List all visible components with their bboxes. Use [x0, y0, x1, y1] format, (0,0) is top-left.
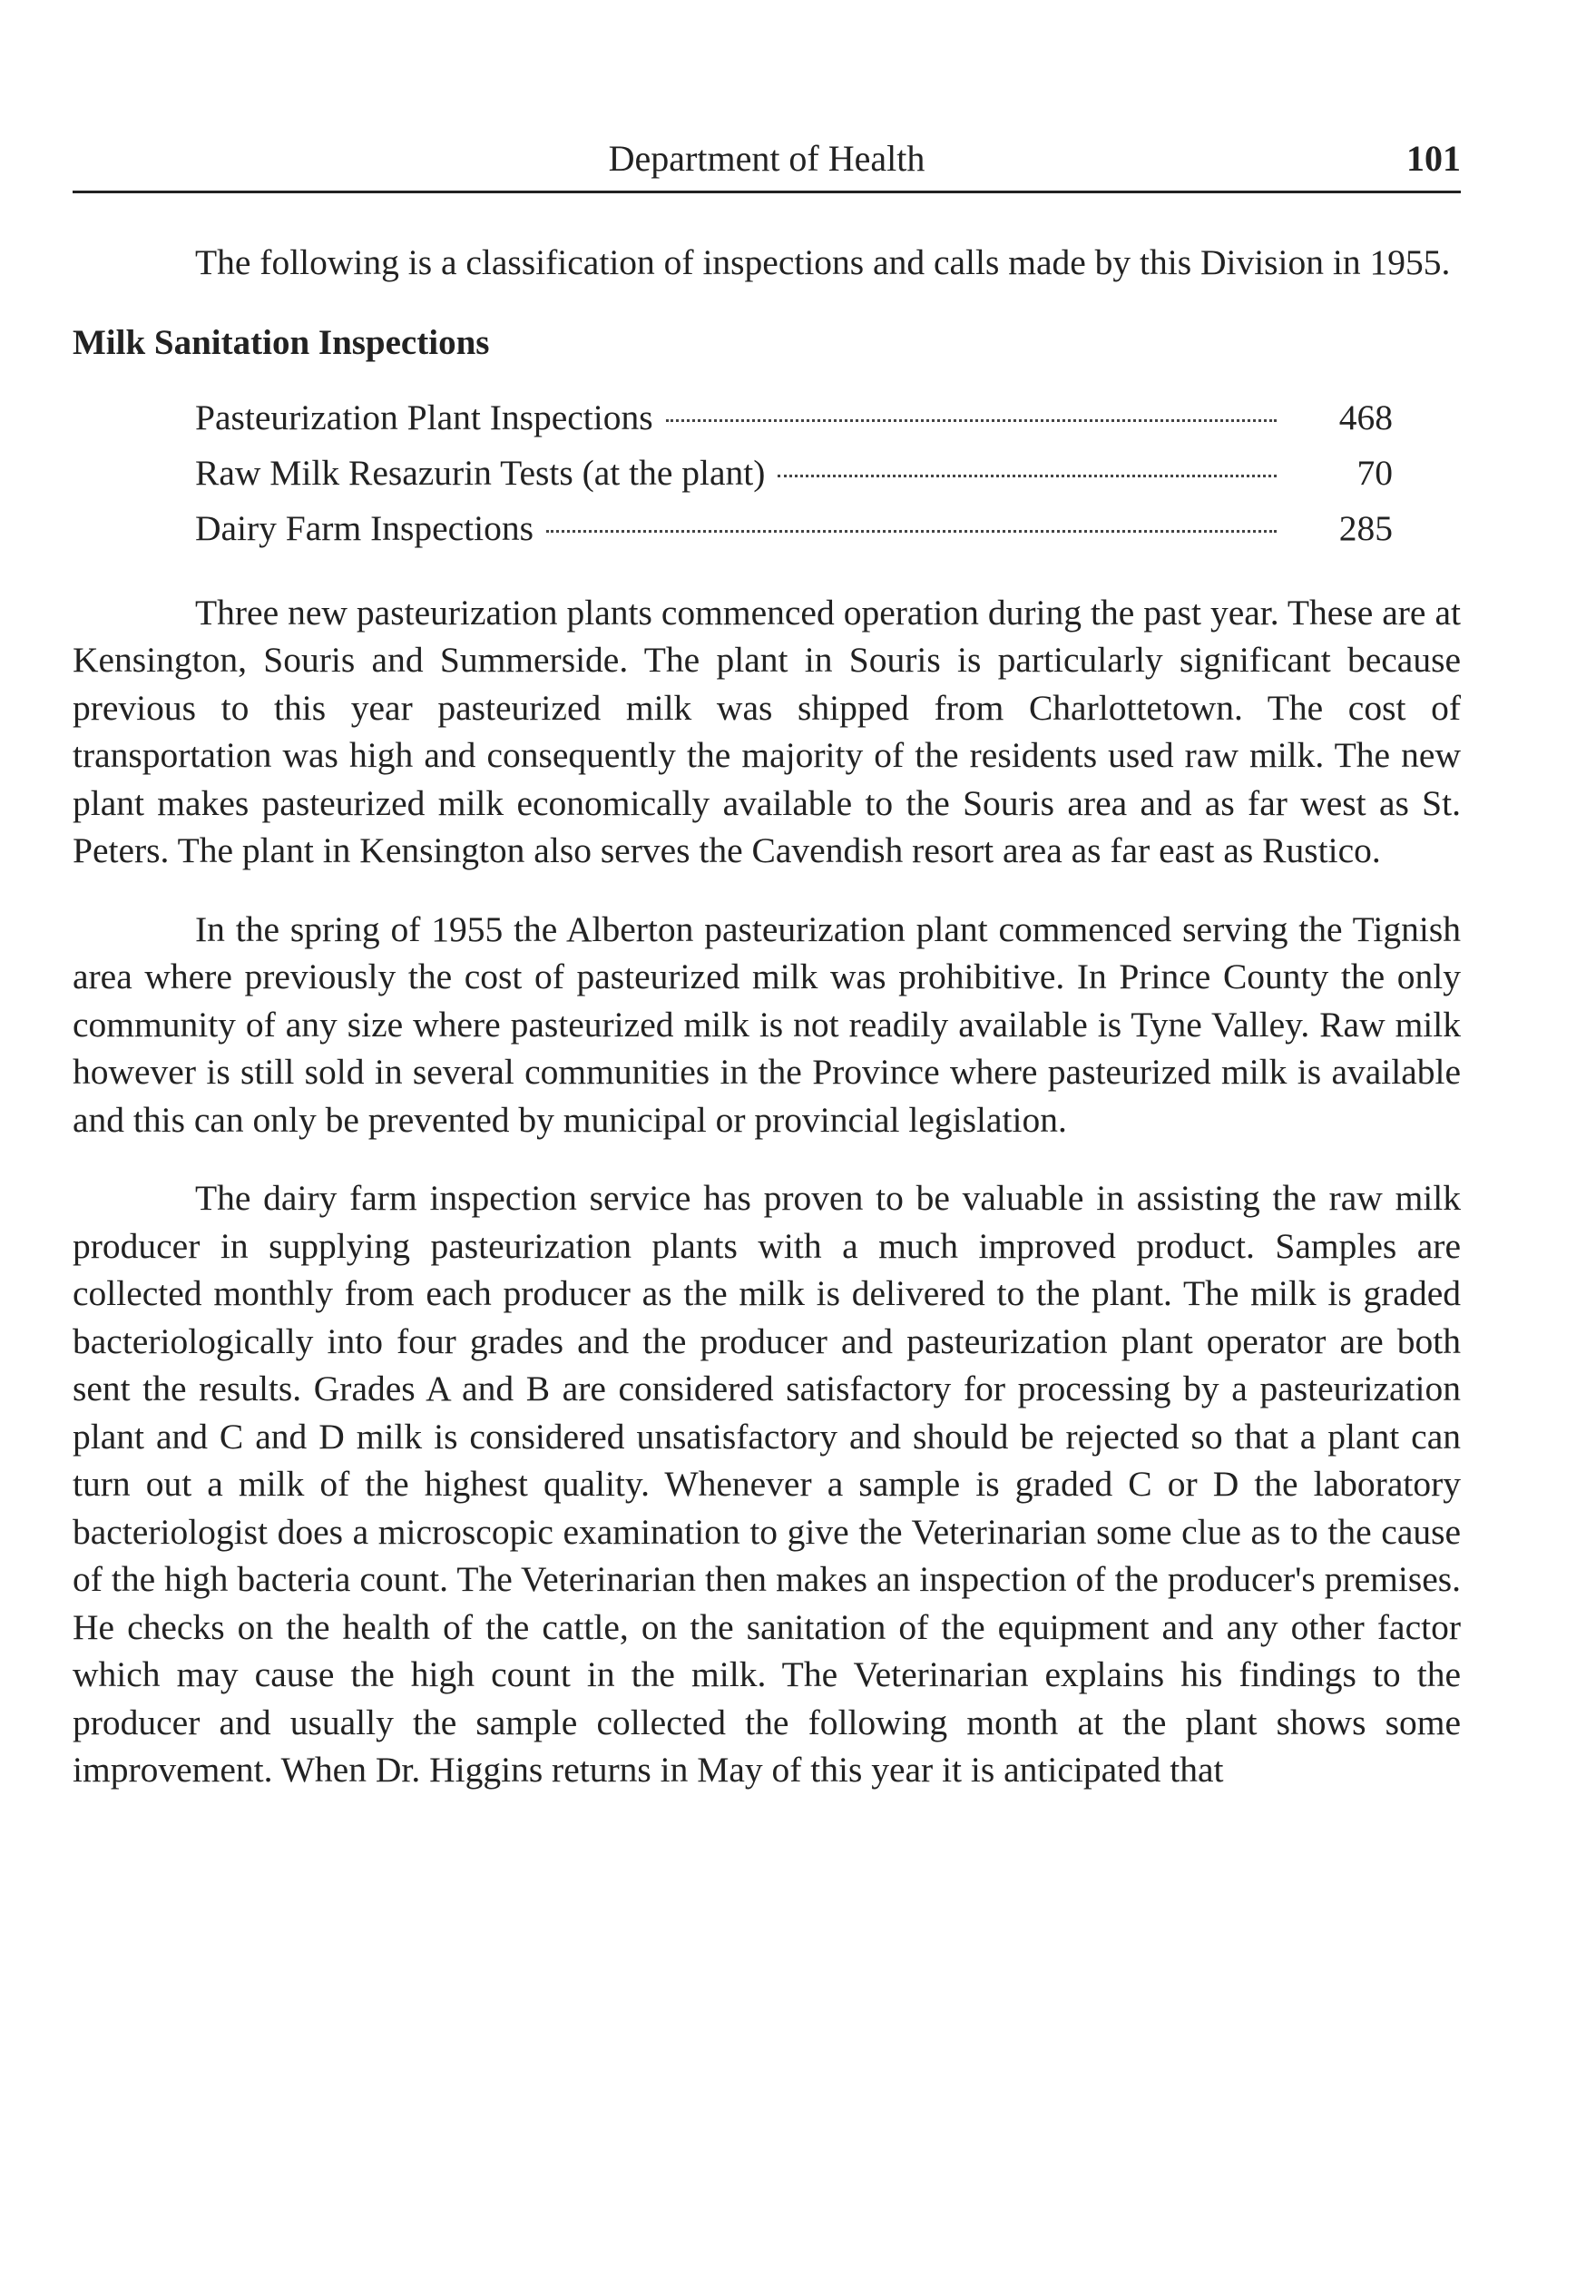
list-item: [195, 446, 1393, 501]
dot-leader: [666, 419, 1277, 422]
dot-leader: [546, 530, 1277, 533]
list-item: [195, 501, 1393, 556]
page-number: 101: [1406, 138, 1461, 179]
body-paragraph: In the spring of 1955 the Alberton pasteurization plant commenced serving the Tignish area where previously the cost of pasteurized milk was prohibitive. In Prince County the only community of any size where pasteurized milk is not readily available is Tyne Valley. Raw milk however is still sold in several communities in the Province where pasteurized milk is available and this can only be prevented by municipal or provincial legislation.: [73, 908, 1461, 1140]
body-paragraph: The dairy farm inspection service has proven to be valuable in assisting the raw milk producer in supplying pasteurization plants with a much improved product. Samples are collected monthly from each producer as the milk is delivered to the plant. The milk is graded bacteriologically into four grades and the producer and pasteurization plant operator are both sent the results. Grades A and B are considered satisfactory for processing by a pasteurization plant and C and D milk is considered unsatisfactory and should be rejected so that a plant can turn out a milk of the highest quality. Whenever a sample is graded C or D the laboratory bacteriologist does a microscopic examination to give the Veterinarian some clue as to the cause of the high bacteria count. The Veterinarian then makes an inspection of the producer's premises. He checks on the health of the cattle, on the sanitation of the equipment and any other factor which may cause the high count in the milk. The Veterinarian explains his findings to the producer and usually the sample collected the following month at the plant shows some improvement. When Dr. Higgins returns in May of this year it is anticipated that: [73, 1178, 1461, 1790]
item-label: Pasteurization Plant Inspections: [195, 397, 653, 437]
dot-leader: [778, 475, 1277, 477]
body-paragraph: Three new pasteurization plants commenced operation during the past year. These are at Kensington, Souris and Summerside. The plant in Souris is particularly significant because previous to this year pasteurized milk was shipped from Charlottetown. The cost of transportation was high and consequently the majority of the residents used raw milk. The new plant makes pasteurized milk economically available to the Souris area and as far west as St. Peters. The plant in Kensington also serves the Cavendish resort area as far east as Rustico.: [73, 592, 1461, 870]
item-label: Raw Milk Resazurin Tests (at the plant): [195, 452, 766, 493]
intro-paragraph: The following is a classification of inspections and calls made by this Division in 1955.: [195, 242, 1451, 282]
running-header: [73, 136, 1461, 193]
inspection-list: [195, 390, 1393, 556]
document-page: [73, 136, 1461, 1794]
item-value: 468: [1338, 397, 1393, 437]
section-heading: Milk Sanitation Inspections: [73, 322, 490, 362]
running-title: Department of Health: [608, 138, 925, 179]
list-item: [195, 390, 1393, 446]
item-value: 70: [1356, 452, 1393, 493]
item-value: 285: [1338, 507, 1393, 548]
item-label: Dairy Farm Inspections: [195, 507, 534, 548]
